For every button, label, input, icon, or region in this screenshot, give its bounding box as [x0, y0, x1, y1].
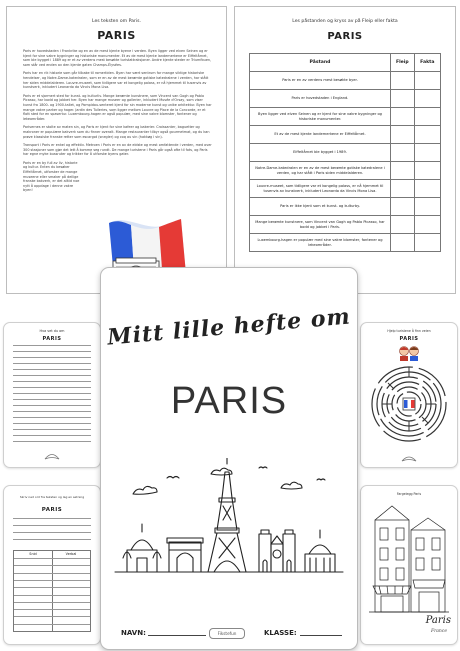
cover-main-title: PARIS: [170, 380, 288, 422]
writing-line: [13, 369, 91, 370]
quiz-row: Eiffeltårnet ble bygget i 1989.: [250, 144, 391, 162]
writing-line: [13, 351, 91, 352]
reading-paragraph: Transport i Paris er enkel og effektiv. Metroen i Paris er en av de eldste og mest omfattende i verden, med over 300 stasjoner som gjør det lett å komme seg rundt. De mange turistene i Paris går også ofte til fots, og Paris har egne myke bussruter og trikker for å utforske byens gater.: [23, 143, 212, 157]
fleip-box[interactable]: [391, 144, 415, 162]
reading-paragraph: Paris er et sjarmert sted for kunst- og kulturliv. Mange berømte kunstnere, som Vincent van Gogh og Pablo Picasso, har bodd og jobbet her. Byen har mange museer og gallerier, inkludert Musée d'Orsay, som viser kunst fra 1800- og 1900-tallet, og Pompidou-senteret kjent for sin moderne kunst og unike arkitektur. Byen har mange vakre parker og hager. Jardin des Tuileries, som ligger mellom Louvre og Place de la Concorde, er et flott sted for en spasertur. Luxembourg-hagen er også populær, med sine vakre blomster, fontener og lekeområder.: [23, 93, 212, 121]
name-label: NAVN:: [121, 629, 146, 637]
writing-line: [13, 525, 91, 526]
writing-line: [13, 345, 91, 346]
croissant-icon: [44, 452, 60, 461]
quiz-row: Mange berømte kunstnere, som Vincent van Gogh og Pablo Picasso, har bodd og jobbet i Paris.: [250, 216, 391, 234]
reading-header: Les teksten om Paris.: [92, 19, 141, 24]
writing-page: [3, 322, 101, 468]
writing-title: PARIS: [42, 336, 62, 342]
fakta-box[interactable]: [414, 90, 440, 108]
writing-line: [13, 539, 91, 540]
fleip-box[interactable]: [391, 108, 415, 126]
fakta-box[interactable]: [414, 216, 440, 234]
writing-lines[interactable]: [13, 345, 91, 445]
quiz-title: PARIS: [327, 31, 363, 42]
quiz-row: Luxembourg-hagen er populær med sine vakre blomster, fontener og lekeområder.: [250, 234, 391, 252]
writing-line: [14, 624, 90, 625]
writing-line: [13, 435, 91, 436]
word-col-b: Verbal: [65, 552, 77, 556]
writing-line: [14, 580, 90, 581]
writing-line: [14, 616, 90, 617]
quiz-table: [249, 53, 441, 252]
word-col-a: Snid: [29, 552, 37, 556]
fakta-box[interactable]: [414, 198, 440, 216]
writing-line: [13, 423, 91, 424]
maze-page: [360, 322, 458, 468]
fleip-box[interactable]: [391, 72, 415, 90]
fleip-box[interactable]: [391, 216, 415, 234]
writing-line: [14, 558, 90, 559]
writing-line: [13, 518, 91, 519]
writing-header: Hva vet du om: [39, 329, 65, 333]
fakta-box[interactable]: [414, 72, 440, 90]
class-label: KLASSE:: [264, 629, 297, 637]
fleip-box[interactable]: [391, 234, 415, 252]
fakta-box[interactable]: [414, 144, 440, 162]
reading-paragraph: Paris er en by full av liv, historie og kultur. Enten du besøker Eiffeltårnet, utforsker de mange museene eller smaker på deilige franske bakverk, er det alltid noe nytt å oppdage i denne vakre byen!: [23, 160, 80, 193]
writing-line: [13, 357, 91, 358]
cover-script-title: Mitt lille hefte om: [106, 303, 352, 351]
brand-badge: Fikstefun: [209, 628, 245, 639]
fakta-box[interactable]: [414, 126, 440, 144]
col-fakta: Fakta: [414, 54, 440, 72]
writing-line: [13, 375, 91, 376]
quiz-header: Les påstanden og kryss av på Fleip eller fakta: [292, 19, 398, 24]
coloring-header: Fargelegg Paris: [396, 492, 422, 496]
writing-line: [14, 565, 90, 566]
fakta-box[interactable]: [414, 108, 440, 126]
fleip-box[interactable]: [391, 126, 415, 144]
reading-page: [6, 6, 227, 294]
maze-title: PARIS: [399, 336, 419, 342]
writing-line: [14, 602, 90, 603]
word-table-header: Skriv ned ord fra teksten og lag en setning: [19, 495, 85, 499]
reading-title: PARIS: [97, 29, 136, 42]
quiz-row: Byen ligger ved elven Seinen og er kjent for sine vakre bygninger og historiske monumenter.: [250, 108, 391, 126]
cover-page: [100, 267, 358, 650]
writing-line: [13, 387, 91, 388]
writing-line: [13, 399, 91, 400]
quiz-row: Paris er en av verdens mest besøkte byer.: [250, 72, 391, 90]
fleip-box[interactable]: [391, 162, 415, 180]
sentence-lines[interactable]: [13, 518, 91, 544]
quiz-row: Paris er ikke kjent som et kunst- og kulturby.: [250, 198, 391, 216]
writing-line: [13, 411, 91, 412]
writing-line: [13, 405, 91, 406]
croissant-icon: [401, 455, 417, 463]
writing-line: [13, 381, 91, 382]
fakta-box[interactable]: [414, 234, 440, 252]
writing-line: [13, 429, 91, 430]
tourists-icon: [396, 345, 422, 361]
writing-line: [14, 587, 90, 588]
col-statement: Påstand: [250, 54, 391, 72]
quiz-row: Louvre-museet, som tidligere var et kongelig palass, er nå hjemmet til tusenvis av kunstverk, inkludert Leonardo da Vincis Mona Lisa.: [250, 180, 391, 198]
class-line[interactable]: [300, 635, 342, 636]
writing-line: [14, 609, 90, 610]
col-fleip: Fleip: [391, 54, 415, 72]
quiz-row: Et av de mest kjente landemerkene er Eiffeltårnet.: [250, 126, 391, 144]
fleip-box[interactable]: [391, 180, 415, 198]
quiz-page: [234, 6, 456, 294]
fakta-box[interactable]: [414, 180, 440, 198]
writing-line: [14, 595, 90, 596]
reading-paragraph: Paris er hovedstaden i Frankrike og en av de mest kjente byene i verden. Byen ligger ved elven Seinen og er kjent for sine vakre bygninger og historiske monumenter. Et av de mest kjente landemerkene er Eiffeltårnet, som ble bygget i 1889 og er et av verdens mest besøkte turistattraksjoner. Andre kjente steder er Triumfbuen, som står ved enden av den kjente gaten Champs-Élysées.: [23, 49, 212, 67]
writing-line: [13, 363, 91, 364]
quiz-row: Notre-Dame-katedralen er en av de mest berømte gotiske katedralene i verden, og har stått i Paris siden middelalderen.: [250, 162, 391, 180]
coloring-page: [360, 485, 458, 645]
paris-skyline-illustration: [113, 458, 345, 578]
word-table: [13, 550, 91, 632]
fleip-box[interactable]: [391, 90, 415, 108]
quiz-row: Paris er hovedstaden i England.: [250, 90, 391, 108]
writing-line: [13, 441, 91, 442]
name-line[interactable]: [148, 635, 206, 636]
writing-line: [14, 573, 90, 574]
maze-icon: [370, 365, 448, 443]
fakta-box[interactable]: [414, 162, 440, 180]
writing-line: [13, 417, 91, 418]
writing-line: [13, 393, 91, 394]
france-subtitle: France: [430, 629, 447, 634]
reading-paragraph: Parisernes er stolte av maten sin, og Paris er kjent for sine kafeer og bakerier. Croissanter, baguetter og makroner er populære bakverk som du finner overalt. Mange restauranter tilbyr også gourmetmat, og du kan prøve klassiske franske retter som escargot (snegler) og coq au vin (hakkøg i vin).: [23, 125, 210, 139]
paris-signature: Paris: [425, 615, 451, 626]
word-table-page: [3, 485, 101, 645]
street-cafe-illustration: [369, 500, 449, 620]
fleip-box[interactable]: [391, 198, 415, 216]
reading-paragraph: Paris har en rik historie som går tilbake til romertiden. Byen har vært sentrum for mange viktige historiske hendelser, og Notre-Dame-katedralen, som er en av de mest berømte gotiske katedralene i verden, har stått her siden middelalderen. Louvre-museet, som tidligere var et kongelig palass, er nå hjemmet til tusenvis av kunstverk, inkludert Leonardo da Vincis Mona Lisa.: [23, 71, 209, 90]
word-table-title: PARIS: [41, 507, 63, 513]
maze-header: Hjelp turistene å finn veien: [387, 329, 431, 333]
writing-line: [13, 532, 91, 533]
